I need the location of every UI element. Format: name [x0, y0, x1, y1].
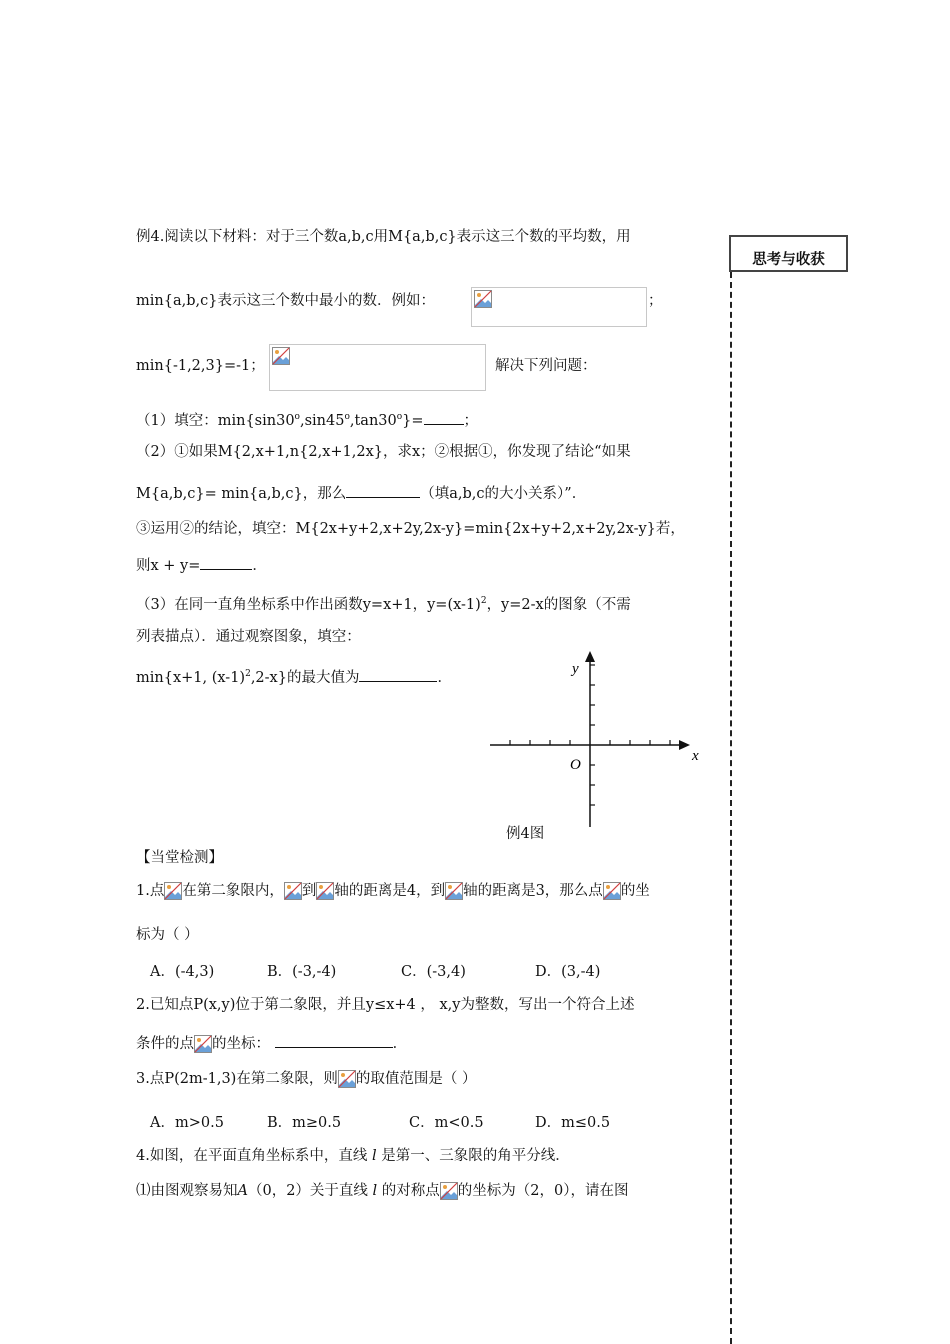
p2-part: 条件的点: [136, 1036, 194, 1052]
answer-blank: [200, 555, 252, 570]
q1-part: }=: [402, 412, 424, 429]
y-axis-arrow-icon: [585, 651, 595, 662]
question-2-line2: [136, 483, 586, 504]
p4-part: 4.如图，在平面直角坐标系中，直线: [136, 1148, 368, 1164]
q3-part: min{x+1, (x-1): [136, 669, 246, 686]
sidebar-divider: [730, 272, 732, 1344]
problem-4-line1: [136, 1146, 570, 1166]
example4-line2-text: min{a,b,c}表示这三个数中最小的数．例如：: [136, 293, 435, 309]
broken-image-icon: [445, 882, 463, 900]
broken-image-icon: [474, 290, 492, 308]
option-c: C．(-3,4): [401, 964, 466, 980]
p2-part: ．: [392, 1036, 408, 1052]
line-symbol: l: [371, 1148, 377, 1164]
q3-part: （3）在同一直角坐标系中作出函数y=x+1，y=(x-1): [136, 596, 481, 613]
question-2-line3: ③运用②的结论，填空：M{2x+y+2,x+2y,2x-y}=min{2x+y+2,x+2y,2x-y}若，: [136, 521, 685, 537]
p4-part: 是第一、三象限的角平分线．: [381, 1148, 570, 1164]
problem-1-line2: 标为（ ）: [136, 927, 199, 943]
sidebar-title: 思考与收获: [752, 251, 825, 268]
broken-image-icon: [284, 882, 302, 900]
option-d: D．m≤0.5: [535, 1115, 611, 1131]
x-axis-arrow-icon: [679, 740, 690, 750]
example4-line2-end: ；: [648, 293, 663, 309]
p1-part: 轴的距离是4，到: [334, 883, 446, 899]
option-c: C．m<0.5: [409, 1115, 484, 1131]
question-2-line4: [136, 555, 267, 576]
sidebar-heading: [729, 235, 848, 272]
option-b: B．(-3,-4): [267, 964, 337, 980]
q3-sup: 2: [245, 669, 251, 679]
problem-3-options: [150, 1111, 610, 1132]
q1-sup: o: [344, 412, 350, 422]
p3-part: 的取值范围是（ ）: [355, 1071, 477, 1087]
problem-4-line2: [136, 1181, 629, 1201]
q3-part: ，y=2-x的图象（不需: [486, 596, 631, 613]
q2-part: M{a,b,c}= min{a,b,c}，那么: [136, 486, 347, 502]
section-heading: 【当堂检测】: [136, 850, 223, 866]
q2-part: ．: [252, 558, 267, 574]
p1-part: 在第二象限内，: [182, 883, 284, 899]
p1-part: 的坐: [620, 883, 650, 899]
answer-blank: [346, 483, 420, 498]
formula-image-frame: [471, 287, 647, 327]
p2-part: 的坐标：: [212, 1036, 270, 1052]
example4-line3-end: 解决下列问题：: [495, 358, 597, 374]
problem-3-line1: [136, 1069, 476, 1089]
formula-image-frame-2: [269, 344, 486, 391]
q1-sup: o: [396, 412, 403, 422]
option-a: A．(-4,3): [150, 964, 215, 980]
problem-2-line1: 2.已知点P(x,y)位于第二象限，并且y≤x+4 ， x,y为整数，写出一个符合上述: [136, 997, 635, 1013]
p4-part: ⑴由图观察易知: [136, 1183, 238, 1199]
q1-part: ,tan30: [349, 412, 397, 429]
option-a: A．m>0.5: [150, 1115, 224, 1131]
example4-line3-text: min{-1,2,3}=-1；: [136, 358, 265, 374]
q2-part: 则x + y=: [136, 558, 201, 574]
question-1: [136, 407, 478, 431]
option-d: D．(3,-4): [535, 964, 601, 980]
broken-image-icon: [194, 1035, 212, 1053]
p4-part: （0，2）关于直线: [247, 1183, 368, 1199]
broken-image-icon: [603, 882, 621, 900]
origin-label: O: [570, 757, 581, 773]
question-3-line3: [136, 664, 452, 688]
q2-part: （填a,b,c的大小关系）”．: [420, 486, 587, 502]
broken-image-icon: [164, 882, 182, 900]
answer-blank: [359, 667, 437, 682]
p1-part: 到: [301, 883, 317, 899]
broken-image-icon: [338, 1070, 356, 1088]
p3-part: 3.点P(2m-1,3)在第二象限，则: [136, 1071, 338, 1087]
p1-part: 1.点: [136, 883, 165, 899]
question-3-line1: [136, 591, 631, 615]
example4-line1: 例4.阅读以下材料：对于三个数a,b,c用M{a,b,c}表示这三个数的平均数，用: [136, 229, 631, 245]
problem-2-line2: [136, 1033, 407, 1054]
problem-1-line1: [136, 881, 650, 901]
answer-blank: [275, 1033, 393, 1048]
question-3-line2: 列表描点）．通过观察图象，填空：: [136, 629, 361, 645]
question-2-line1: （2）①如果M{2,x+1,n{2,x+1,2x}，求x；②根据①，你发现了结论“如果: [136, 444, 631, 460]
broken-image-icon: [272, 347, 290, 365]
p4-part: 的对称点: [381, 1183, 440, 1199]
p1-part: 轴的距离是3，那么点: [463, 883, 603, 899]
q1-part: ；: [463, 412, 479, 429]
x-axis-label: x: [692, 748, 699, 764]
example4-line2: [136, 291, 435, 311]
broken-image-icon: [440, 1182, 458, 1200]
q1-part: ,sin45: [299, 412, 345, 429]
y-axis-label: y: [572, 661, 579, 677]
figure-caption: 例4图: [506, 826, 545, 842]
q3-part: ．: [437, 669, 452, 686]
p4-part: 的坐标为（2，0），请在图: [457, 1183, 629, 1199]
q1-part: （1）填空：min{sin30: [136, 412, 295, 429]
q3-sup: 2: [480, 596, 487, 606]
answer-blank: [424, 410, 464, 425]
point-symbol: A: [237, 1183, 248, 1199]
broken-image-icon: [316, 882, 334, 900]
line-symbol: l: [372, 1183, 378, 1199]
problem-1-options: [150, 960, 600, 981]
q3-part: ,2-x}的最大值为: [250, 669, 360, 686]
option-b: B．m≥0.5: [267, 1115, 342, 1131]
coordinate-axes-figure: [480, 645, 720, 830]
q1-sup: o: [294, 412, 300, 422]
